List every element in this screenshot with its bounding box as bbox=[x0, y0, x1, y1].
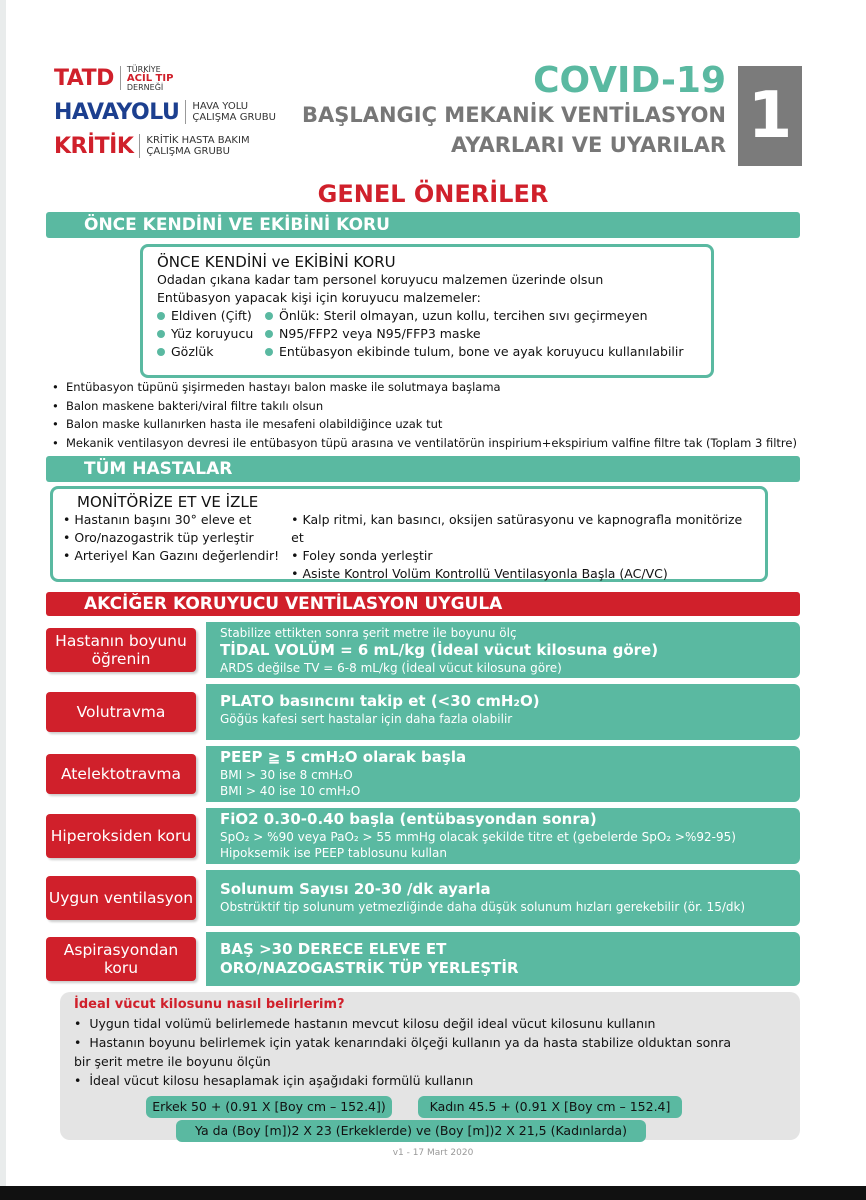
bottom-bar bbox=[0, 1186, 866, 1200]
vent-row-line: BAŞ >30 DERECE ELEVE ET bbox=[220, 940, 447, 958]
havayolu-sub-2: ÇALIŞMA GRUBU bbox=[192, 112, 276, 123]
vent-row-panel bbox=[206, 684, 800, 740]
page-subtitle-2: AYARLARI VE UYARILAR bbox=[451, 133, 726, 157]
bullet-dot bbox=[157, 348, 165, 356]
list-item: • İdeal vücut kilosu hesaplamak için aşağıdaki formülü kullanın bbox=[74, 1073, 474, 1088]
version-footer: v1 - 17 Mart 2020 bbox=[392, 1148, 474, 1158]
vent-row-line: BMI > 30 ise 8 cmH₂O bbox=[220, 768, 353, 782]
ideal-weight-question: İdeal vücut kilosunu nasıl belirlerim? bbox=[74, 997, 345, 1012]
list-item: • Balon maskene bakteri/viral filtre takılı olsun bbox=[52, 397, 832, 416]
vent-row bbox=[46, 746, 800, 802]
list-item: • Foley sonda yerleştir bbox=[291, 548, 433, 563]
vent-row-line: PLATO basıncını takip et (<30 cmH₂O) bbox=[220, 692, 540, 710]
vent-row-panel bbox=[206, 622, 800, 678]
vent-row-panel bbox=[206, 870, 800, 926]
list-item: • Kalp ritmi, kan basıncı, oksijen satürasyonu ve kapnografla monitörize et bbox=[291, 512, 743, 545]
vent-row-panel bbox=[206, 808, 800, 864]
vent-row-label: Hiperoksiden koru bbox=[46, 814, 196, 858]
vent-row-line: Obstrüktif tip solunum yetmezliğinde daha düşük solunum hızları gerekebilir (ör. 15/dk) bbox=[220, 900, 746, 914]
monitor-box-title: MONİTÖRİZE ET VE İZLE bbox=[77, 493, 259, 511]
vent-row bbox=[46, 684, 800, 740]
list-item: • Hastanın başını 30° eleve et bbox=[63, 512, 252, 527]
list-item: Önlük: Steril olmayan, uzun kollu, tercihen sıvı geçirmeyen bbox=[265, 307, 684, 325]
havayolu-sub-1: HAVA YOLU bbox=[192, 101, 249, 112]
bullet-dot bbox=[265, 330, 273, 338]
list-item: Eldiven (Çift) bbox=[157, 307, 265, 325]
list-item: • Uygun tidal volümü belirlemede hastanın mevcut kilosu değil ideal vücut kilosunu kullanın bbox=[74, 1016, 656, 1031]
protect-right-list bbox=[265, 307, 684, 361]
monitor-box bbox=[50, 486, 768, 582]
protect-bullets bbox=[52, 378, 832, 452]
list-item: • Arteriyel Kan Gazını değerlendir! bbox=[63, 548, 280, 563]
page-number-badge: 1 bbox=[738, 66, 802, 166]
vent-row-label: Aspirasyondan koru bbox=[46, 937, 196, 981]
bullet-dot bbox=[265, 312, 273, 320]
logo-block bbox=[54, 64, 294, 166]
vent-row-line: ARDS değilse TV = 6-8 mL/kg (İdeal vücut kilosuna göre) bbox=[220, 661, 562, 675]
tatd-logo-name: TATD bbox=[54, 65, 114, 91]
tatd-sub-1: TÜRKİYE bbox=[126, 64, 161, 74]
vent-row bbox=[46, 808, 800, 864]
kritik-sub-1: KRİTİK HASTA BAKIM bbox=[146, 135, 250, 146]
vent-row-line: Stabilize ettikten sonra şerit metre ile boyunu ölç bbox=[220, 626, 517, 640]
vent-row-line: PEEP ≧ 5 cmH₂O olarak başla bbox=[220, 748, 467, 766]
vent-row-line: BMI > 40 ise 10 cmH₂O bbox=[220, 784, 361, 798]
kritik-logo-sub bbox=[146, 135, 249, 157]
vent-row-label: Hastanın boyunu öğrenin bbox=[46, 628, 196, 672]
list-item: • Asiste Kontrol Volüm Kontrollü Ventilasyonla Başla (AC/VC) bbox=[291, 566, 668, 581]
vent-row bbox=[46, 932, 800, 986]
havayolu-logo bbox=[54, 98, 294, 126]
tatd-sub-2: ACİL TIP bbox=[126, 72, 174, 84]
vent-row-line: Göğüs kafesi sert hastalar için daha fazla olabilir bbox=[220, 712, 513, 726]
list-item: Yüz koruyucu bbox=[157, 325, 265, 343]
protect-line-1: Odadan çıkana kadar tam personel koruyucu malzemen üzerinde olsun bbox=[157, 272, 604, 287]
vent-row-line: FiO2 0.30-0.40 başla (entübasyondan sonra) bbox=[220, 810, 597, 828]
logo-divider bbox=[185, 100, 186, 124]
list-item: • Entübasyon tüpünü şişirmeden hastayı balon maske ile solutmaya başlama bbox=[52, 378, 832, 397]
formula-alt: Ya da (Boy [m])2 X 23 (Erkeklerde) ve (Boy [m])2 X 21,5 (Kadınlarda) bbox=[176, 1120, 646, 1142]
section-heading: GENEL ÖNERİLER bbox=[317, 180, 549, 208]
vent-row-label: Uygun ventilasyon bbox=[46, 876, 196, 920]
vent-row-line: ORO/NAZOGASTRİK TÜP YERLEŞTİR bbox=[220, 959, 519, 977]
vent-row bbox=[46, 870, 800, 926]
list-item: • Oro/nazogastrik tüp yerleştir bbox=[63, 530, 254, 545]
vent-row-panel bbox=[206, 746, 800, 802]
list-item-continuation: bir şerit metre ile boyunu ölçün bbox=[74, 1054, 271, 1069]
tatd-logo bbox=[54, 64, 294, 92]
tatd-sub-3: DERNEĞİ bbox=[126, 82, 164, 92]
list-item: • Mekanik ventilasyon devresi ile entübasyon tüpü arasına ve ventilatörün inspirium+ekspirium valfine filtre tak (Toplam 3 filtre) bbox=[52, 434, 832, 453]
list-item: N95/FFP2 veya N95/FFP3 maske bbox=[265, 325, 684, 343]
havayolu-logo-sub bbox=[192, 101, 276, 123]
monitor-left-list bbox=[63, 511, 291, 583]
section-band-all-patients: TÜM HASTALAR bbox=[46, 456, 800, 482]
vent-row-label: Atelektotravma bbox=[46, 754, 196, 794]
ideal-weight-box bbox=[60, 992, 800, 1140]
vent-row bbox=[46, 622, 800, 678]
list-item: Gözlük bbox=[157, 343, 265, 361]
formula-male: Erkek 50 + (0.91 X [Boy cm – 152.4]) bbox=[146, 1096, 392, 1118]
kritik-logo-name: KRİTİK bbox=[54, 133, 134, 159]
bullet-dot bbox=[265, 348, 273, 356]
kritik-sub-2: ÇALIŞMA GRUBU bbox=[146, 146, 230, 157]
vent-row-label: Volutravma bbox=[46, 692, 196, 732]
section-band-lung-protective: AKCİĞER KORUYUCU VENTİLASYON UYGULA bbox=[46, 592, 800, 616]
title-block bbox=[302, 62, 726, 160]
bullet-dot bbox=[157, 330, 165, 338]
bullet-dot bbox=[157, 312, 165, 320]
protect-box-title: ÖNCE KENDİNİ ve EKİBİNİ KORU bbox=[157, 253, 396, 271]
vent-row-panel bbox=[206, 932, 800, 986]
protect-line-2: Entübasyon yapacak kişi için koruyucu malzemeler: bbox=[157, 290, 481, 305]
formula-female: Kadın 45.5 + (0.91 X [Boy cm – 152.4] bbox=[418, 1096, 682, 1118]
protect-box bbox=[140, 244, 714, 378]
list-item: Entübasyon ekibinde tulum, bone ve ayak koruyucu kullanılabilir bbox=[265, 343, 684, 361]
list-item: • Hastanın boyunu belirlemek için yatak kenarındaki ölçeği kullanın ya da hasta stabilize olduktan sonra bbox=[74, 1035, 732, 1050]
logo-divider bbox=[120, 66, 121, 90]
page-title: COVID-19 bbox=[533, 60, 726, 101]
kritik-logo bbox=[54, 132, 294, 160]
vent-row-line: Solunum Sayısı 20-30 /dk ayarla bbox=[220, 880, 491, 898]
page-subtitle-1: BAŞLANGIÇ MEKANİK VENTİLASYON bbox=[301, 103, 726, 127]
list-item: • Balon maske kullanırken hasta ile mesafeni olabildiğince uzak tut bbox=[52, 415, 832, 434]
tatd-logo-sub bbox=[127, 65, 174, 92]
logo-divider bbox=[139, 134, 140, 158]
protect-left-list bbox=[157, 307, 265, 361]
vent-row-line: TİDAL VOLÜM = 6 mL/kg (İdeal vücut kilosuna göre) bbox=[220, 641, 659, 659]
vent-row-line: Hipoksemik ise PEEP tablosunu kullan bbox=[220, 846, 447, 860]
vent-row-line: SpO₂ > %90 veya PaO₂ > 55 mmHg olacak şekilde titre et (gebelerde SpO₂ >%92-95) bbox=[220, 830, 736, 844]
havayolu-logo-name: HAVAYOLU bbox=[54, 99, 180, 125]
monitor-right-list bbox=[291, 511, 755, 583]
section-band-protect: ÖNCE KENDİNİ VE EKİBİNİ KORU bbox=[46, 212, 800, 238]
